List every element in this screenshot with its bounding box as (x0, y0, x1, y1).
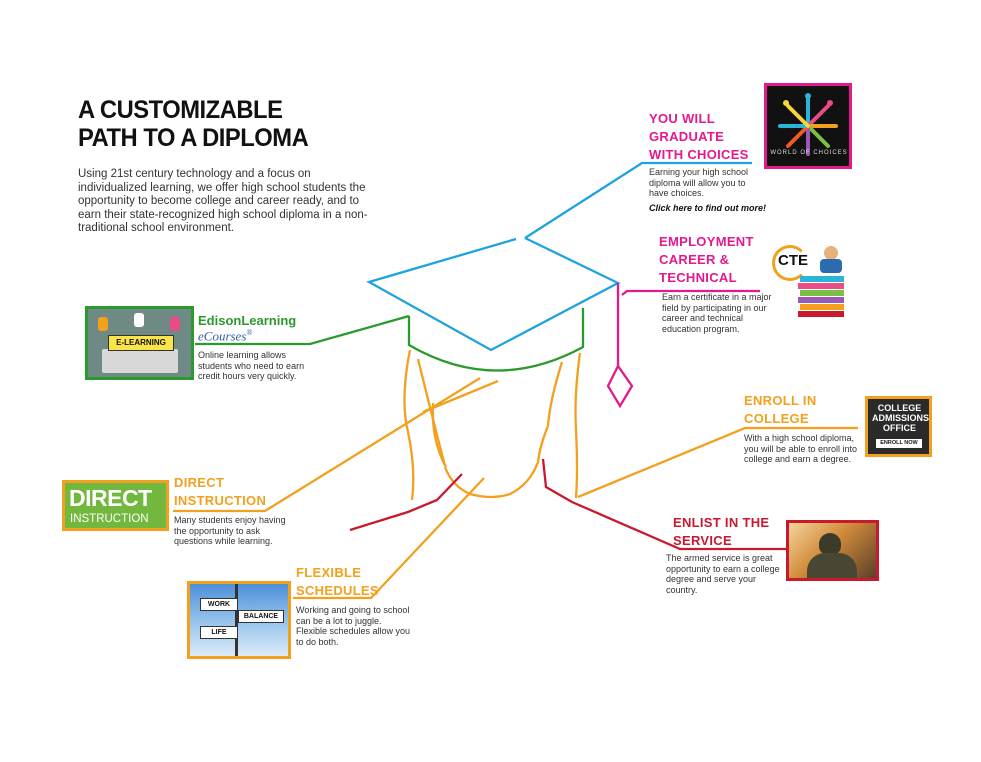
soldier-image[interactable] (786, 520, 879, 581)
direct-logo-line-2: INSTRUCTION (70, 513, 149, 525)
book-icon (798, 297, 844, 303)
cte-description: Earn a certificate in a major field by participating in our career and technical education program. (662, 292, 772, 334)
book-icon (798, 283, 844, 289)
choices-heading (649, 110, 749, 164)
page-title (78, 96, 363, 152)
admissions-sign-line: ADMISSIONS (872, 413, 930, 423)
flexible-description: Working and going to school can be a lot to juggle. Flexible schedules allow you to do both. (296, 605, 411, 647)
college-heading (744, 392, 817, 428)
tassel (608, 366, 632, 406)
shoulder-right (576, 353, 581, 498)
choices-description: Earning your high school diploma will allow you to have choices. (649, 167, 749, 198)
edison-heading: EdisonLearning (198, 313, 297, 328)
college-description: With a high school diploma, you will be able to enroll into college and earn a degree. (744, 433, 858, 464)
college-heading-line: COLLEGE (744, 411, 809, 426)
college-heading-line: ENROLL IN (744, 393, 817, 408)
edison-subheading (198, 328, 252, 344)
choices-heading-line: GRADUATE (649, 129, 725, 144)
choices-heading-line: YOU WILL (649, 111, 715, 126)
enroll-now-sign: ENROLL NOW (876, 439, 922, 448)
elearning-label: E-LEARNING (108, 335, 174, 351)
admissions-sign-line: COLLEGE (877, 403, 922, 413)
balance-sign: BALANCE (238, 610, 284, 623)
direct-instruction-logo[interactable] (62, 480, 169, 531)
person-icon (134, 313, 144, 327)
title-line-2: PATH TO A DIPLOMA (78, 124, 309, 152)
student-icon (824, 246, 838, 260)
service-heading-line: ENLIST IN THE (673, 515, 770, 530)
cte-logo[interactable] (772, 238, 850, 324)
book-icon (798, 311, 844, 317)
head-outline (445, 426, 548, 497)
work-sign: WORK (200, 598, 238, 611)
cte-heading-line: TECHNICAL (659, 270, 737, 285)
edison-subheading-text: eCourses (198, 328, 247, 344)
intro-paragraph: Using 21st century technology and a focus on individualized learning, we offer high school students the opportunity to become college and career ready, and to earn their state-recognized high school diploma in a non-traditional school environment. (78, 168, 368, 234)
elearning-image[interactable] (85, 306, 194, 380)
direct-description: Many students enjoy having the opportunity to ask questions while learning. (174, 515, 286, 546)
admissions-sign (872, 403, 930, 433)
book-icon (800, 304, 844, 310)
find-out-more-link[interactable]: Click here to find out more! (649, 203, 767, 213)
life-sign: LIFE (200, 626, 238, 639)
soldier-helmet-icon (819, 533, 841, 555)
choices-heading-line: WITH CHOICES (649, 147, 749, 162)
college-admissions-image[interactable] (865, 396, 932, 457)
direct-heading-line: INSTRUCTION (174, 493, 267, 508)
book-icon (800, 276, 844, 282)
direct-heading-line: DIRECT (174, 475, 225, 490)
service-heading (673, 514, 769, 550)
cte-heading (659, 233, 754, 287)
head-ear-left (433, 403, 446, 467)
edison-description: Online learning allows students who need to earn credit hours very quickly. (198, 350, 305, 381)
collar-left (350, 474, 462, 530)
student-body-icon (820, 259, 842, 273)
direct-logo-line-1: DIRECT (69, 485, 152, 511)
service-description: The armed service is great opportunity to earn a college degree and serve your country. (666, 553, 780, 595)
person-icon (170, 317, 180, 331)
service-heading-line: SERVICE (673, 533, 732, 548)
mortarboard-outline (369, 238, 618, 350)
head-right (548, 362, 562, 426)
cte-logo-text: CTE (778, 252, 808, 269)
cte-heading-line: EMPLOYMENT (659, 234, 754, 249)
flexible-heading-line: FLEXIBLE (296, 565, 362, 580)
cte-heading-line: CAREER & (659, 252, 730, 267)
flexible-heading-line: SCHEDULES (296, 583, 379, 598)
person-icon (98, 317, 108, 331)
soldier-body-icon (807, 553, 857, 581)
admissions-sign-line: OFFICE (883, 423, 916, 433)
world-of-choices-image[interactable] (764, 83, 852, 169)
book-icon (800, 290, 844, 296)
direct-heading (174, 474, 266, 510)
cap-band (409, 308, 583, 371)
flexible-heading (296, 564, 379, 600)
title-line-1: A CUSTOMIZABLE (78, 96, 283, 124)
laptop-icon (102, 349, 178, 373)
world-of-choices-label: WORLD OF CHOICES (770, 150, 848, 156)
registered-mark: ® (246, 328, 253, 337)
work-life-balance-image[interactable] (187, 581, 291, 659)
